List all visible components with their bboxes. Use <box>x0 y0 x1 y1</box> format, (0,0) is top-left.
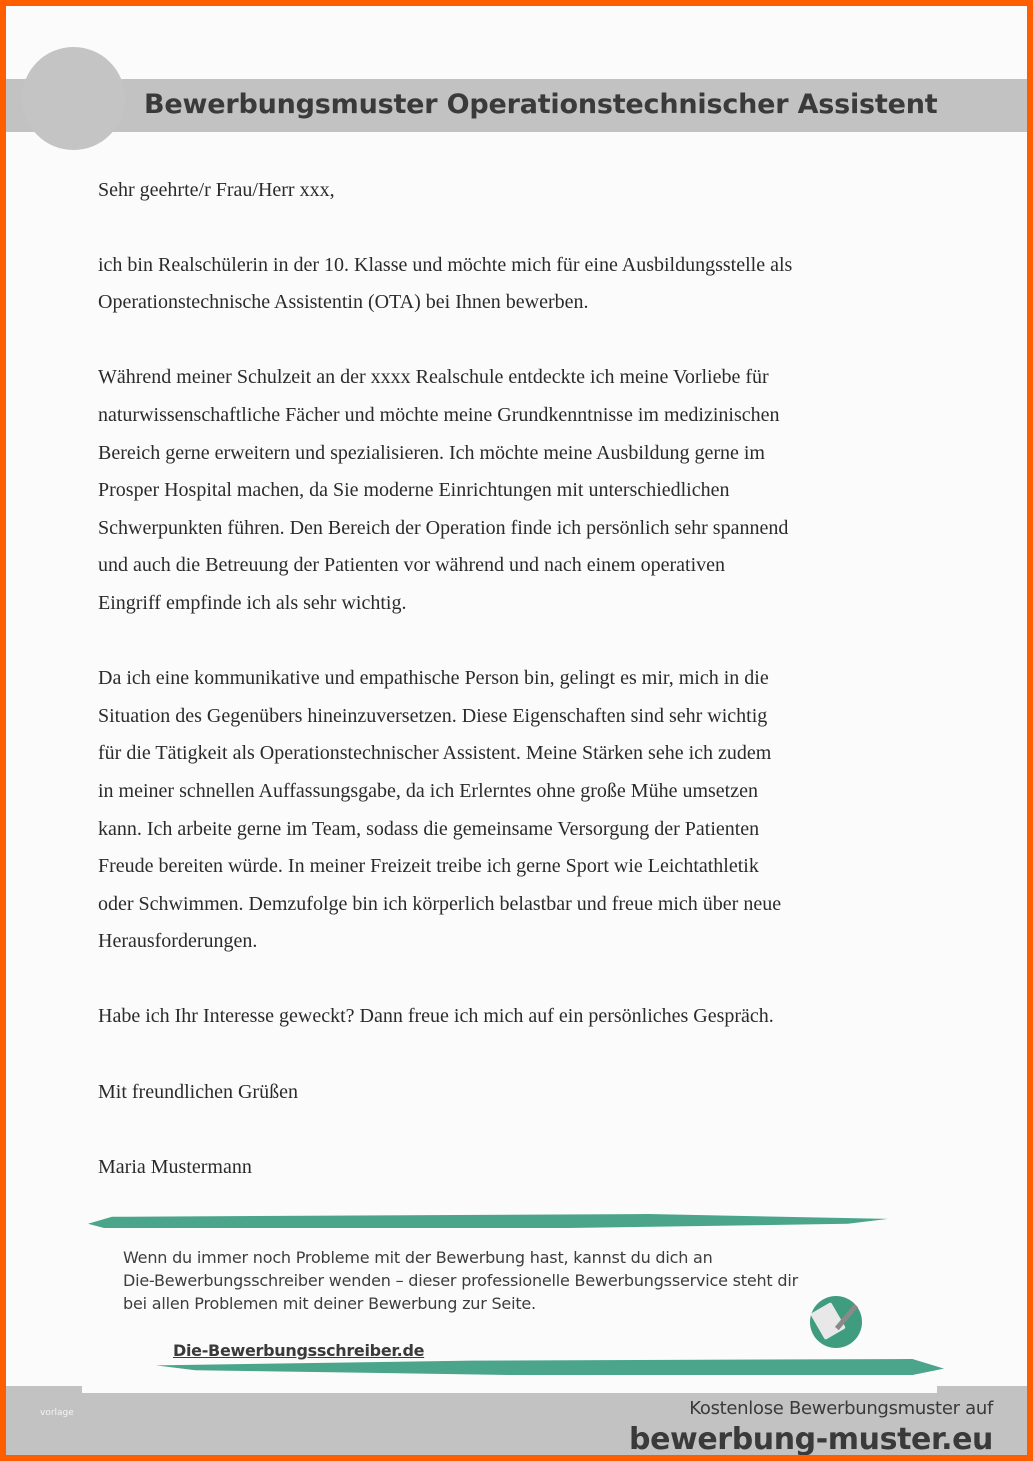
letter-line: für die Tätigkeit als Operationstechnischer Assistent. Meine Stärken sehe ich zudem <box>98 742 772 765</box>
letter-line: Prosper Hospital machen, da Sie moderne Einrichtungen mit unterschiedlichen <box>98 479 730 502</box>
letter-paragraph-motivation <box>98 359 958 622</box>
letter-paragraph-interest <box>98 998 958 1036</box>
document-pen-icon <box>810 1296 862 1348</box>
promo-line: Wenn du immer noch Probleme mit der Bewerbung hast, kannst du dich an <box>123 1248 713 1267</box>
brush-stroke-bottom-decoration <box>156 1359 944 1375</box>
letter-line: Eingriff empfinde ich als sehr wichtig. <box>98 591 407 614</box>
footer-tagline: Kostenlose Bewerbungsmuster auf <box>689 1398 993 1419</box>
letter-line: Freude bereiten würde. In meiner Freizeit treibe ich gerne Sport wie Leichtathletik <box>98 855 759 878</box>
letter-line: Operationstechnische Assistentin (OTA) bei Ihnen bewerben. <box>98 291 589 314</box>
promo-line: Die-Bewerbungsschreiber wenden – dieser professionelle Bewerbungsservice steht dir <box>123 1271 798 1290</box>
promo-link[interactable]: Die-Bewerbungsschreiber.de <box>173 1341 425 1360</box>
document-page <box>6 6 1027 1455</box>
letter-line: naturwissenschaftliche Fächer und möchte meine Grundkenntnisse im medizinischen <box>98 403 780 426</box>
letter-paragraph-strengths <box>98 660 958 961</box>
footer-watermark: vorlage <box>40 1408 74 1418</box>
letter-line: Herausforderungen. <box>98 930 258 953</box>
letter-line: Da ich eine kommunikative und empathische Person bin, gelingt es mir, mich in die <box>98 667 769 690</box>
letter-closing: Mit freundlichen Grüßen <box>98 1080 298 1103</box>
letter-signature: Maria Mustermann <box>98 1155 252 1178</box>
footer-site-link[interactable]: bewerbung-muster.eu <box>629 1422 993 1455</box>
letter-line: ich bin Realschülerin in der 10. Klasse und möchte mich für eine Ausbildungsstelle als <box>98 253 793 276</box>
letter-line: in meiner schnellen Auffassungsgabe, da ich Erlerntes ohne große Mühe umsetzen <box>98 779 758 802</box>
letter-line: oder Schwimmen. Demzufolge bin ich körperlich belastbar und freue mich über neue <box>98 892 782 915</box>
header-circle-decoration <box>22 47 125 150</box>
letter-line: Bereich gerne erweitern und spezialisieren. Ich möchte meine Ausbildung gerne im <box>98 441 765 464</box>
letter-paragraph-intro <box>98 247 958 322</box>
letter-line: Habe ich Ihr Interesse geweckt? Dann freue ich mich auf ein persönliches Gespräch. <box>98 1005 774 1028</box>
promo-line: bei allen Problemen mit deiner Bewerbung zur Seite. <box>123 1294 536 1313</box>
letter-line: kann. Ich arbeite gerne im Team, sodass die gemeinsame Versorgung der Patienten <box>98 817 760 840</box>
letter-line: Schwerpunkten führen. Den Bereich der Operation finde ich persönlich sehr spannend <box>98 516 789 539</box>
page-title: Bewerbungsmuster Operationstechnischer Assistent <box>144 89 938 120</box>
letter-salutation: Sehr geehrte/r Frau/Herr xxx, <box>98 179 335 201</box>
letter-body <box>98 172 958 1224</box>
letter-line: Situation des Gegenübers hineinzuversetzen. Diese Eigenschaften sind sehr wichtig <box>98 704 768 727</box>
letter-line: Während meiner Schulzeit an der xxxx Realschule entdeckte ich meine Vorliebe für <box>98 366 769 389</box>
letter-line: und auch die Betreuung der Patienten vor während und nach einem operativen <box>98 554 726 577</box>
